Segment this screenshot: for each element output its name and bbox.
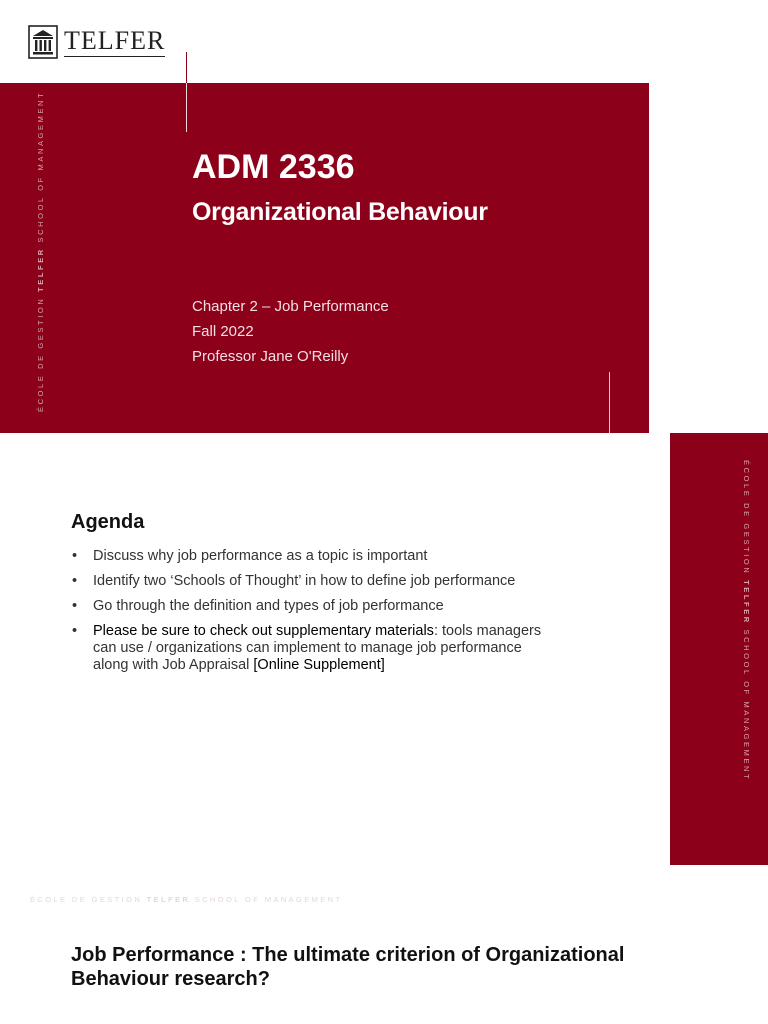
telfer-logo [28, 24, 165, 60]
agenda-list [72, 548, 542, 682]
building-columns-icon [28, 25, 58, 59]
school-side-tag: ÉCOLE DE GESTION TELFER SCHOOL OF MANAGEMENT [36, 90, 45, 412]
divider-line [186, 83, 187, 132]
supplementary-highlight: Please be sure to check out supplementary materials [93, 623, 434, 639]
professor-label: Professor Jane O'Reilly [192, 348, 349, 365]
course-name: Organizational Behaviour [192, 198, 488, 226]
title-slide-band [0, 83, 649, 433]
course-code: ADM 2336 [192, 148, 355, 186]
list-item: • Please be sure to check out supplementary materials: tools managers can use / organizations can implement to manage job performance along with Job Appraisal [Online Supplement] [72, 623, 542, 674]
divider-line [609, 372, 610, 433]
agenda-title: Agenda [71, 511, 145, 533]
list-item: • Go through the definition and types of job performance [72, 598, 542, 615]
school-side-tag: ÉCOLE DE GESTION TELFER SCHOOL OF MANAGEMENT [742, 460, 751, 782]
chapter-label: Chapter 2 – Job Performance [192, 298, 389, 315]
online-supplement-link[interactable]: [Online Supplement] [253, 657, 385, 673]
term-label: Fall 2022 [192, 323, 254, 340]
list-item: • Discuss why job performance as a topic is important [72, 548, 542, 565]
slide-title: Job Performance : The ultimate criterion of Organizational Behaviour research? [71, 944, 625, 990]
list-item: • Identify two ‘Schools of Thought’ in how to define job performance [72, 573, 542, 590]
logo-wordmark: TELFER [64, 25, 166, 55]
school-side-tag: ÉCOLE DE GESTION TELFER SCHOOL OF MANAGEMENT [30, 895, 343, 904]
agenda-side-band [670, 433, 768, 865]
